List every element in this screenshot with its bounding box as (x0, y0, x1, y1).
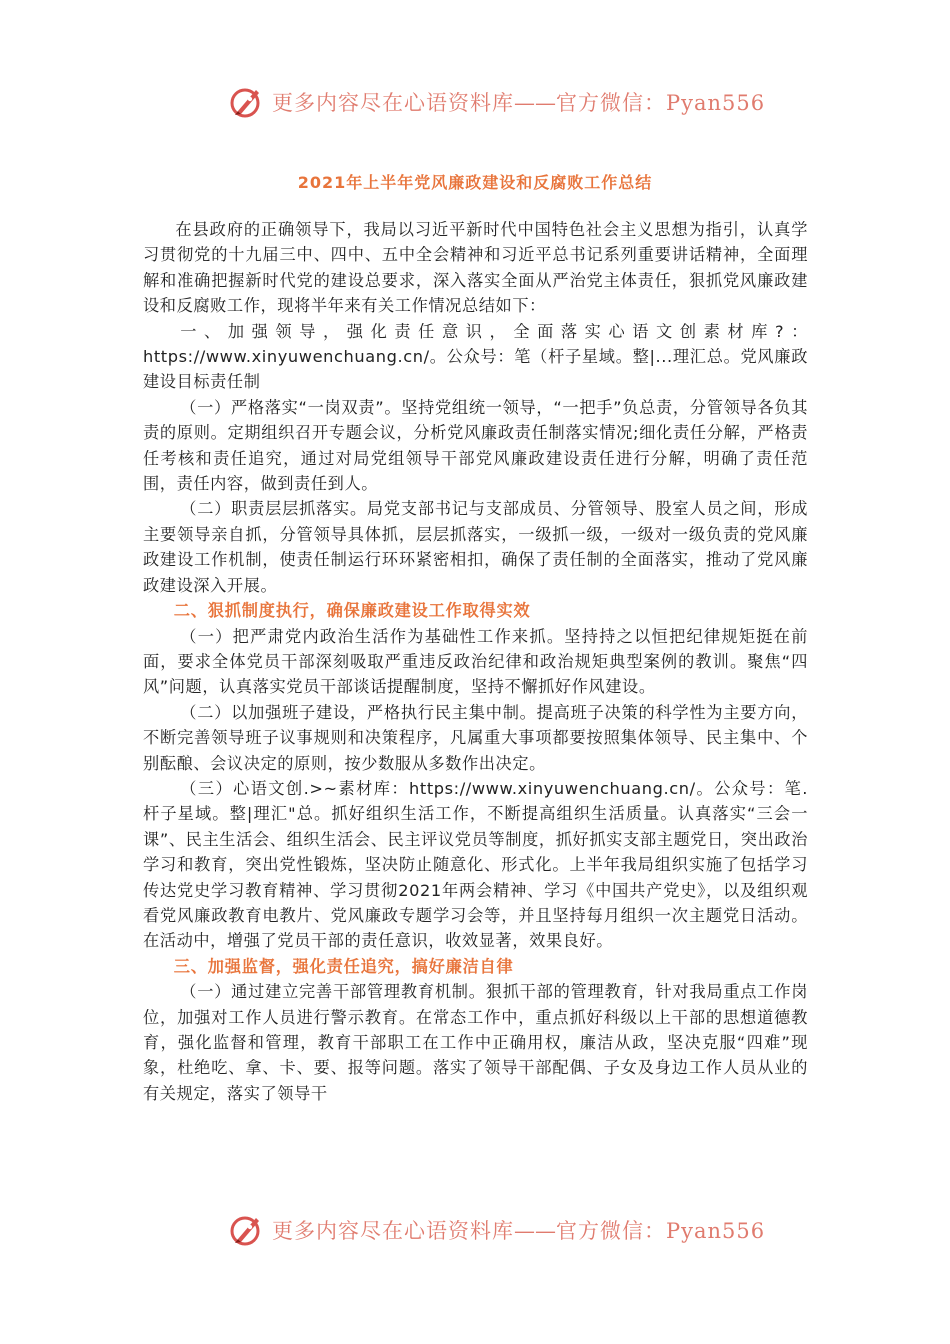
section-2-heading: 二、狠抓制度执行，确保廉政建设工作取得实效 (173, 601, 531, 621)
section-2-item-2: （二）以加强班子建设，严格执行民主集中制。提高班子决策的科学性为主要方向，不断完善领导班子议事规则和决策程序，凡属重大事项都要按照集体领导、民主集中、个别酝酿、会议决定的原则，按少数服从多数作出决定。 (143, 702, 808, 773)
section-3-item-1: （一）通过建立完善干部管理教育机制。狠抓干部的管理教育，针对我局重点工作岗位，加强对工作人员进行警示教育。在常态工作中，重点抓好科级以上干部的思想道德教育，强化监督和管理，教育干部职工在工作中正确用权，廉洁从政，坚决克服“四难”现象，杜绝吃、拿、卡、要、报等问题。落实了领导干部配偶、子女及身边工作人员从业的有关规定，落实了领导干 (143, 982, 808, 1103)
pen-logo-icon (228, 84, 264, 120)
section-1-heading: 一、加强领导，强化责任意识，全面落实心语文创素材库?：https://www.xinyuwenchuang.cn/。公众号：笔（杆子星域。整|...理汇总。党风廉政建设目标责任制 (143, 321, 808, 392)
footer-banner (228, 1210, 766, 1250)
intro-paragraph: 在县政府的正确领导下，我局以习近平新时代中国特色社会主义思想为指引，认真学习贯彻党的十九届三中、四中、五中全会精神和习近平总书记系列重要讲话精神，全面理解和准确把握新时代党的建设总要求，深入落实全面从严治党主体责任，狠抓党风廉政建设和反腐败工作，现将半年来有关工作情况总结如下： (143, 220, 808, 316)
banner-text: 更多内容尽在心语资料库——官方微信：Pyan556 (272, 91, 766, 115)
section-1-item-1: （一）严格落实“一岗双责”。坚持党组统一领导，“一把手”负总责，分管领导各负其责的原则。定期组织召开专题会议，分析党风廉政责任制落实情况;细化责任分解，严格责任考核和责任追究，通过对局党组领导干部党风廉政建设责任进行分解，明确了责任范围，责任内容，做到责任到人。 (143, 397, 808, 494)
section-3-heading: 三、加强监督，强化责任追究，搞好廉洁自律 (173, 956, 514, 976)
header-banner (228, 82, 766, 122)
pen-logo-icon (228, 1212, 264, 1248)
section-2-item-3: （三）心语文创.>~素材库：https://www.xinyuwenchuang.cn/。公众号：笔.杆子星域。整|理汇"总。抓好组织生活工作，不断提高组织生活质量。认真落实“三会一课”、民主生活会、组织生活会、民主评议党员等制度，抓好抓实支部主题党日，突出政治学习和教育，突出党性锻炼，坚决防止随意化、形式化。上半年我局组织实施了包括学习传达党史学习教育精神、学习贯彻2021年两会精神、学习《中国共产党史》，以及组织观看党风廉政教育电教片、党风廉政专题学习会等，并且坚持每月组织一次主题党日活动。在活动中，增强了党员干部的责任意识，收效显著，效果良好。 (143, 778, 808, 951)
section-1-item-2: （二）职责层层抓落实。局党支部书记与支部成员、分管领导、股室人员之间，形成主要领导亲自抓，分管领导具体抓，层层抓落实，一级抓一级，一级对一级负责的党风廉政建设工作机制，使责任制运行环环紧密相扣，确保了责任制的全面落实，推动了党风廉政建设深入开展。 (143, 499, 808, 595)
banner-text: 更多内容尽在心语资料库——官方微信：Pyan556 (272, 1219, 766, 1243)
document-title: 2021年上半年党风廉政建设和反腐败工作总结 (297, 173, 653, 192)
document-body (143, 217, 808, 1106)
section-2-item-1: （一）把严肃党内政治生活作为基础性工作来抓。坚持持之以恒把纪律规矩挺在前面，要求全体党员干部深刻吸取严重违反政治纪律和政治规矩典型案例的教训。聚焦“四风”问题，认真落实党员干部谈话提醒制度，坚持不懈抓好作风建设。 (143, 626, 808, 697)
